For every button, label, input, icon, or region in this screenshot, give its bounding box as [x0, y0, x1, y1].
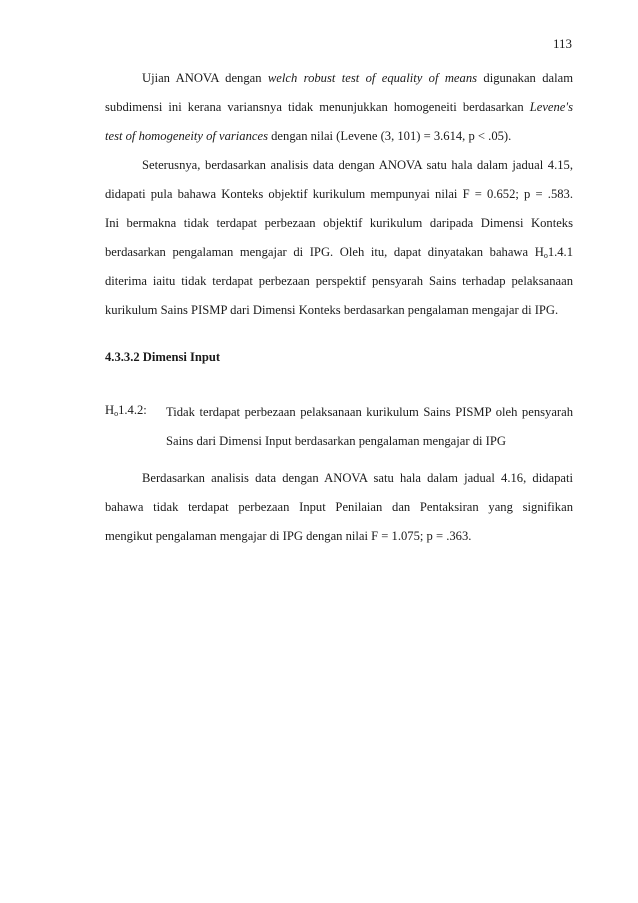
paragraph-line: kurikulum Sains PISMP dari Dimensi Konteks berdasarkan pengalaman mengajar di IPG. [105, 303, 559, 317]
italic-term: test of homogeneity of variances [105, 129, 268, 143]
text-span: digunakan dalam [477, 71, 573, 85]
paragraph-line [105, 93, 573, 122]
paragraph-line [105, 238, 573, 267]
text-span: subdimensi ini kerana variansnya tidak menunjukkan homogeneiti berdasarkan [105, 100, 530, 114]
subscript: o [543, 251, 548, 260]
text-span: H [105, 403, 115, 417]
subscript: o [114, 409, 119, 418]
paragraph-line: Tidak terdapat perbezaan pelaksanaan kurikulum Sains PISMP oleh pensyarah [166, 405, 573, 419]
paragraph-anova-welch [105, 64, 573, 151]
text-span: 1.4.1 [547, 245, 573, 259]
hypothesis-label [105, 403, 147, 418]
paragraph-line [105, 122, 573, 151]
paragraph-line: diterima iaitu tidak terdapat perbezaan perspektif pensyarah Sains terhadap pelaksanaan [105, 274, 573, 288]
paragraph-line: Ini bermakna tidak terdapat perbezaan objektif kurikulum daripada Dimensi Konteks [105, 216, 573, 230]
hypothesis-text [166, 398, 573, 456]
section-heading: 4.3.3.2 Dimensi Input [105, 350, 221, 364]
italic-term: Levene's [529, 100, 573, 114]
paragraph-line: didapati pula bahawa Konteks objektif kurikulum mempunyai nilai F = 0.652; p = .583. [105, 187, 573, 201]
paragraph-line: mengikut pengalaman mengajar di IPG dengan nilai F = 1.075; p = .363. [105, 529, 472, 543]
paragraph-konteks-result [105, 151, 573, 325]
text-span: dengan nilai (Levene (3, 101) = 3.614, p < .05). [267, 129, 512, 143]
italic-term: welch robust test of equality of means [267, 71, 478, 85]
paragraph-input-result [105, 464, 573, 551]
text-span: Ujian ANOVA dengan [142, 71, 268, 85]
text-span: berdasarkan pengalaman mengajar di IPG. Oleh itu, dapat dinyatakan bahawa H [105, 245, 544, 259]
paragraph-line: Seterusnya, berdasarkan analisis data dengan ANOVA satu hala dalam jadual 4.15, [142, 158, 573, 172]
text-span: 1.4.2: [118, 403, 147, 417]
paragraph-line: Sains dari Dimensi Input berdasarkan pengalaman mengajar di IPG [166, 434, 506, 448]
page-number: 113 [552, 36, 572, 51]
paragraph-line: Berdasarkan analisis data dengan ANOVA satu hala dalam jadual 4.16, didapati [142, 471, 573, 485]
paragraph-line: bahawa tidak terdapat perbezaan Input Penilaian dan Pentaksiran yang signifikan [105, 500, 573, 514]
paragraph-line [105, 64, 573, 93]
